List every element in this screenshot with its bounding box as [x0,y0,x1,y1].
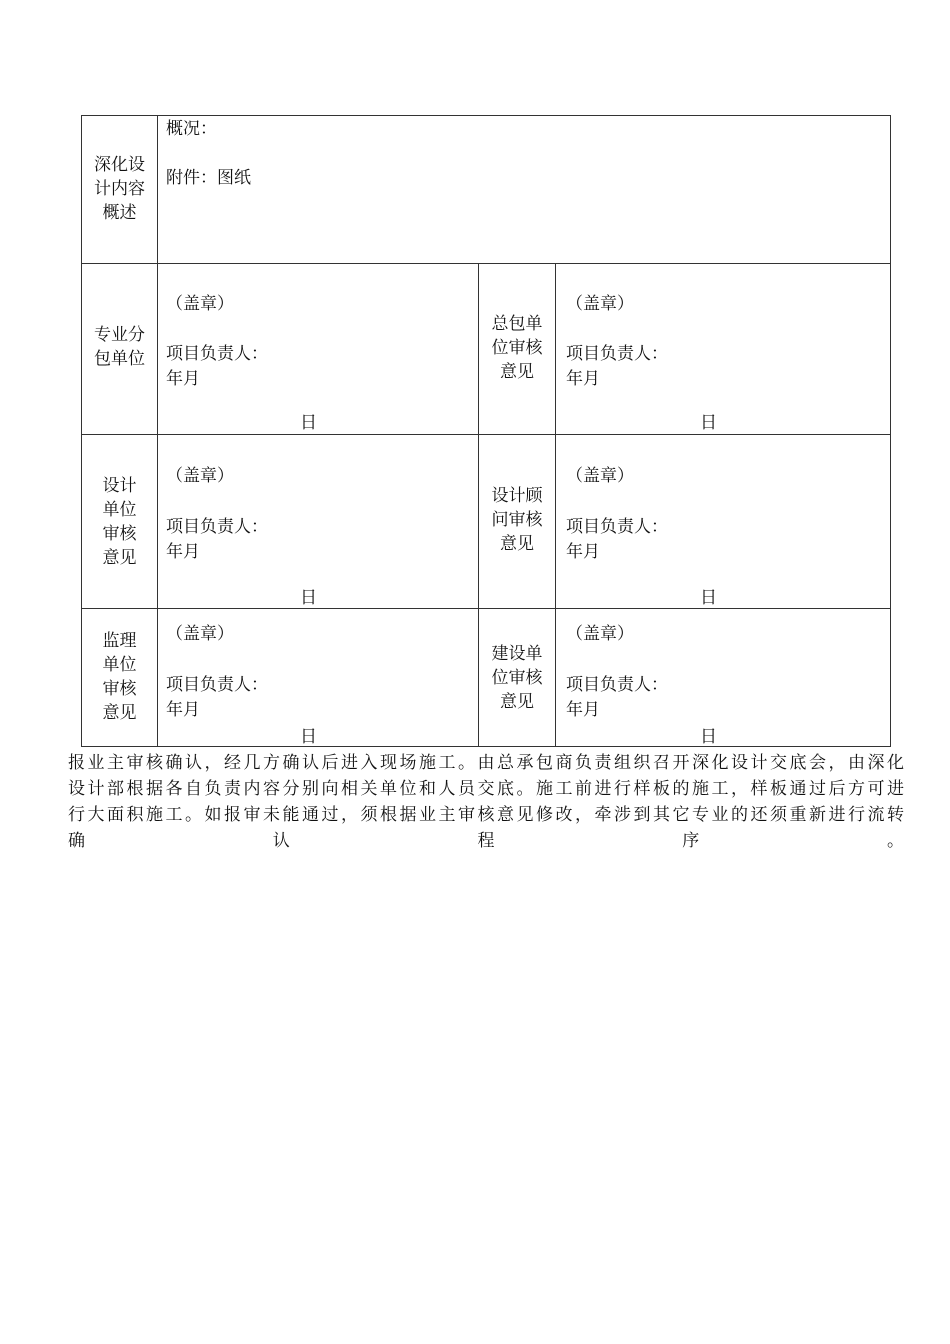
day-field: 日 [300,413,317,433]
design-unit-label: 设计 单位 审核 意见 [102,476,137,568]
paragraph-line: 设计部根据各自负责内容分别向相关单位和人员交底。施工前进行样板的施工，样板通过后方可进 [68,779,904,799]
row-divider [82,434,890,435]
day-field: 日 [300,588,317,608]
responsible-person-field: 项目负责人： [566,675,668,695]
responsible-person-field: 项目负责人： [166,675,268,695]
year-month-field: 年月 [166,369,200,389]
overview-attachment: 附件：图纸 [166,168,251,188]
day-field: 日 [300,727,317,747]
subcontractor-label: 专业分 包单位 [94,325,145,369]
stamp-text: （盖章） [566,294,634,314]
year-month-field: 年月 [166,700,200,720]
paragraph-last-line: 确 认 程 序 。 [68,831,904,851]
stamp-text: （盖章） [166,294,234,314]
stamp-text: （盖章） [166,466,234,486]
year-month-field: 年月 [166,542,200,562]
day-field: 日 [700,727,717,747]
year-month-field: 年月 [566,700,600,720]
right-label-column-divider [555,263,556,746]
responsible-person-field: 项目负责人： [166,517,268,537]
day-field: 日 [700,588,717,608]
paragraph-line: 报业主审核确认，经几方确认后进入现场施工。由总承包商负责组织召开深化设计交底会，由深化 [68,753,904,773]
overview-summary: 概况： [166,119,217,139]
responsible-person-field: 项目负责人： [166,344,268,364]
procedure-paragraph [68,750,904,854]
stamp-text: （盖章） [566,624,634,644]
owner-unit-label: 建设单 位审核 意见 [491,644,543,712]
paragraph-line: 行大面积施工。如报审未能通过，须根据业主审核意见修改，牵涉到其它专业的还须重新进行流转 [68,805,904,825]
row-divider [82,608,890,609]
general-contractor-label: 总包单 位审核 意见 [491,314,543,382]
row-divider [82,263,890,264]
label-column-divider [157,116,158,746]
design-consultant-label: 设计顾 问审核 意见 [491,486,543,554]
year-month-field: 年月 [566,369,600,389]
responsible-person-field: 项目负责人： [566,344,668,364]
stamp-text: （盖章） [566,466,634,486]
supervision-unit-label: 监理 单位 审核 意见 [102,631,137,723]
day-field: 日 [700,413,717,433]
stamp-text: （盖章） [166,624,234,644]
responsible-person-field: 项目负责人： [566,517,668,537]
year-month-field: 年月 [566,542,600,562]
design-approval-form [81,115,891,747]
overview-label: 深化设 计内容 概述 [94,155,145,223]
